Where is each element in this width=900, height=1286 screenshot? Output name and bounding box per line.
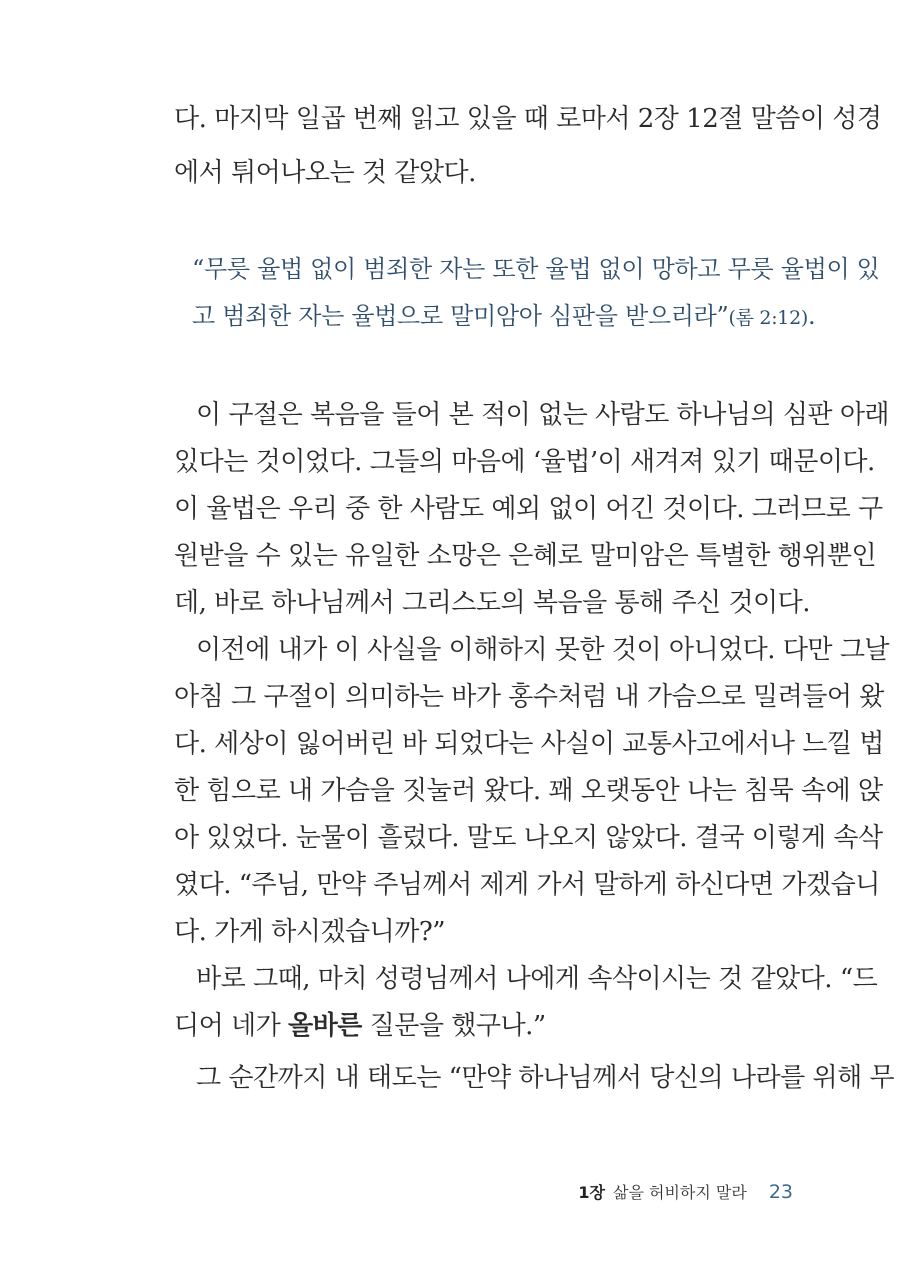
body-line: 원받을 수 있는 유일한 소망은 은혜로 말미암은 특별한 행위뿐인 — [174, 541, 877, 571]
scripture-quote-end: . — [808, 302, 816, 330]
body-text: 디어 네가 — [174, 1011, 288, 1041]
body-line — [174, 1009, 794, 1043]
body-line: 다. 가게 하시겠습니까?” — [174, 917, 446, 947]
body-line: 다. 마지막 일곱 번째 읽고 있을 때 로마서 2장 12절 말씀이 성경 — [174, 104, 882, 134]
body-line: 바로 그때, 마치 성령님께서 나에게 속삭이시는 것 같았다. “드 — [196, 964, 878, 994]
page-footer — [578, 1180, 793, 1203]
body-line: 였다. “주님, 만약 주님께서 제게 가서 말하게 하신다면 가겠습니 — [174, 870, 880, 900]
body-text: 질문을 했구나.” — [361, 1011, 546, 1041]
body-line: 아 있었다. 눈물이 흘렀다. 말도 나오지 않았다. 결국 이렇게 속삭 — [174, 823, 883, 853]
scripture-quote-line: “무릇 율법 없이 범죄한 자는 또한 율법 없이 망하고 무릇 율법이 있 — [192, 255, 880, 283]
scripture-quote-line — [192, 300, 816, 334]
scripture-reference: (롬 2:12) — [728, 307, 809, 329]
body-line: 있다는 것이었다. 그들의 마음에 ‘율법’이 새겨져 있기 때문이다. — [174, 447, 875, 477]
body-line: 아침 그 구절이 의미하는 바가 홍수처럼 내 가슴으로 밀려들어 왔 — [174, 682, 884, 712]
chapter-title: 삶을 허비하지 말라 — [612, 1183, 747, 1202]
page-number: 23 — [768, 1181, 793, 1203]
body-line: 한 힘으로 내 가슴을 짓눌러 왔다. 꽤 오랫동안 나는 침묵 속에 앉 — [174, 776, 883, 806]
body-line: 그 순간까지 내 태도는 “만약 하나님께서 당신의 나라를 위해 무 — [196, 1063, 895, 1093]
chapter-number: 1장 — [578, 1183, 605, 1202]
body-line: 이 율법은 우리 중 한 사람도 예외 없이 어긴 것이다. 그러므로 구 — [174, 494, 883, 524]
scripture-quote-text: 고 범죄한 자는 율법으로 말미암아 심판을 받으리라” — [192, 302, 729, 330]
body-line: 이전에 내가 이 사실을 이해하지 못한 것이 아니었다. 다만 그날 — [196, 635, 890, 665]
body-line: 데, 바로 하나님께서 그리스도의 복음을 통해 주신 것이다. — [174, 588, 811, 618]
body-line: 에서 튀어나오는 것 같았다. — [174, 158, 476, 188]
body-line: 다. 세상이 잃어버린 바 되었다는 사실이 교통사고에서나 느낄 법 — [174, 729, 884, 759]
emphasized-text: 올바른 — [288, 1011, 362, 1041]
body-line: 이 구절은 복음을 들어 본 적이 없는 사람도 하나님의 심판 아래 — [196, 400, 890, 430]
